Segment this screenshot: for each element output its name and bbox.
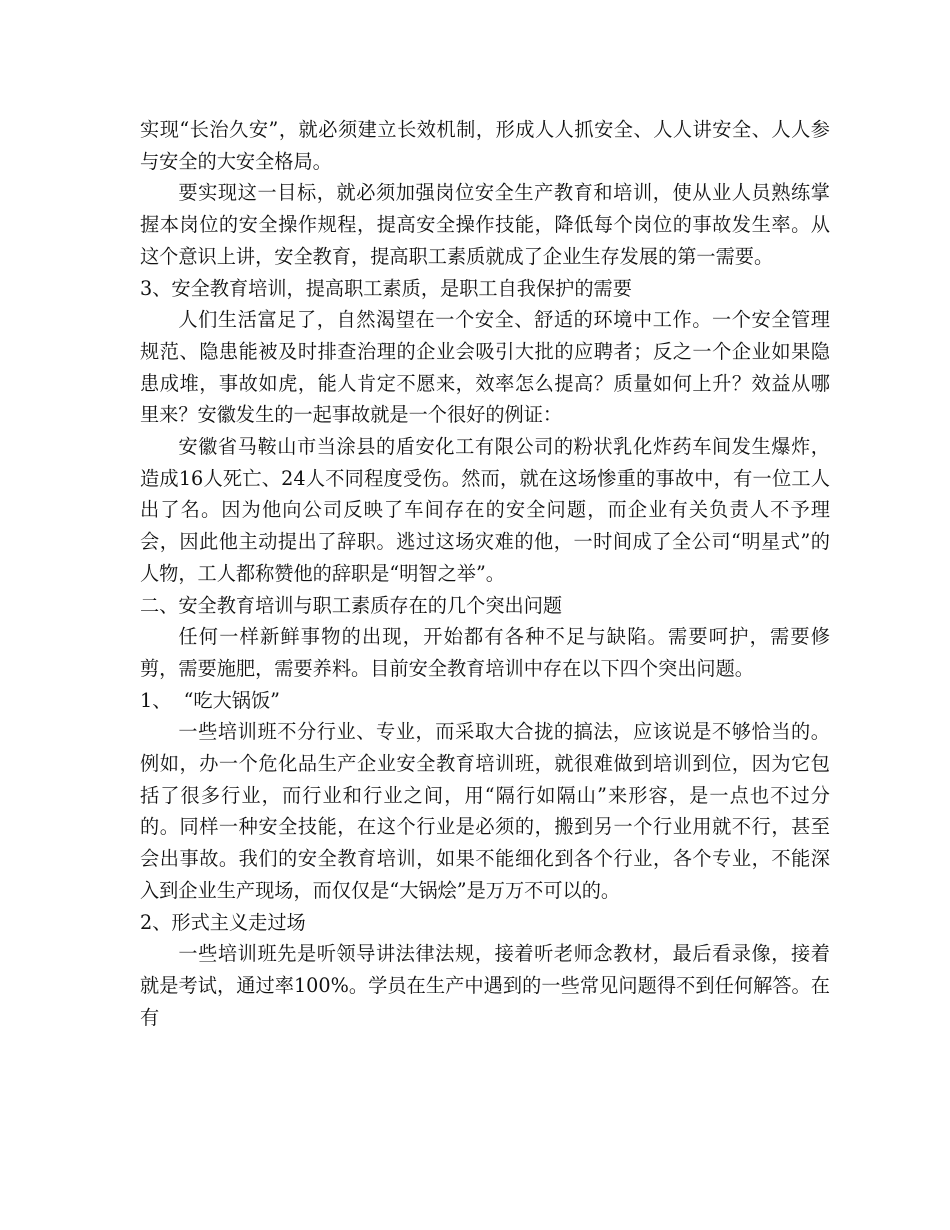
section-heading: 3、安全教育培训，提高职工素质，是职工自我保护的需要 (140, 276, 632, 300)
list-heading: 1、 “吃大锅饭” (140, 688, 280, 712)
paragraph: 要实现这一目标，就必须加强岗位安全生产教育和培训，使从业人员熟练掌握本岗位的安全操作规程，提高安全操作技能，降低每个岗位的事故发生率。从这个意识上讲，安全教育，提高职工素质就成了企业生存发展的第一需要。 (140, 181, 830, 268)
paragraph: 任何一样新鲜事物的出现，开始都有各种不足与缺陷。需要呵护，需要修剪，需要施肥，需要养料。目前安全教育培训中存在以下四个突出问题。 (140, 625, 830, 680)
document-body (140, 114, 830, 1033)
paragraph-continuation: 实现“长治久安”，就必须建立长效机制，形成人人抓安全、人人讲安全、人人参与安全的大安全格局。 (140, 118, 830, 173)
section-heading: 2、形式主义走过场 (140, 910, 306, 934)
section-heading: 二、安全教育培训与职工素质存在的几个突出问题 (140, 593, 563, 617)
paragraph: 安徽省马鞍山市当涂县的盾安化工有限公司的粉状乳化炸药车间发生爆炸，造成16人死亡、24人不同程度受伤。然而，就在这场惨重的事故中，有一位工人出了名。因为他向公司反映了车间存在的安全问题，而企业有关负责人不予理会，因此他主动提出了辞职。逃过这场灾难的他，一时间成了全公司“明星式”的人物，工人都称赞他的辞职是“明智之举”。 (140, 435, 830, 585)
paragraph: 一些培训班不分行业、专业，而采取大合拢的搞法，应该说是不够恰当的。例如，办一个危化品生产企业安全教育培训班，就很难做到培训到位，因为它包括了很多行业，而行业和行业之间，用“隔行如隔山”来形容，是一点也不过分的。同样一种安全技能，在这个行业是必须的，搬到另一个行业用就不行，甚至会出事故。我们的安全教育培训，如果不能细化到各个行业，各个专业，不能深入到企业生产现场，而仅仅是“大锅烩”是万万不可以的。 (140, 720, 830, 902)
paragraph: 人们生活富足了，自然渴望在一个安全、舒适的环境中工作。一个安全管理规范、隐患能被及时排查治理的企业会吸引大批的应聘者；反之一个企业如果隐患成堆，事故如虎，能人肯定不愿来，效率怎么提高？质量如何上升？效益从哪里来？安徽发生的一起事故就是一个很好的例证： (140, 308, 830, 427)
paragraph: 一些培训班先是听领导讲法律法规，接着听老师念教材，最后看录像，接着就是考试，通过率100%。学员在生产中遇到的一些常见问题得不到任何解答。在有 (140, 942, 830, 1029)
